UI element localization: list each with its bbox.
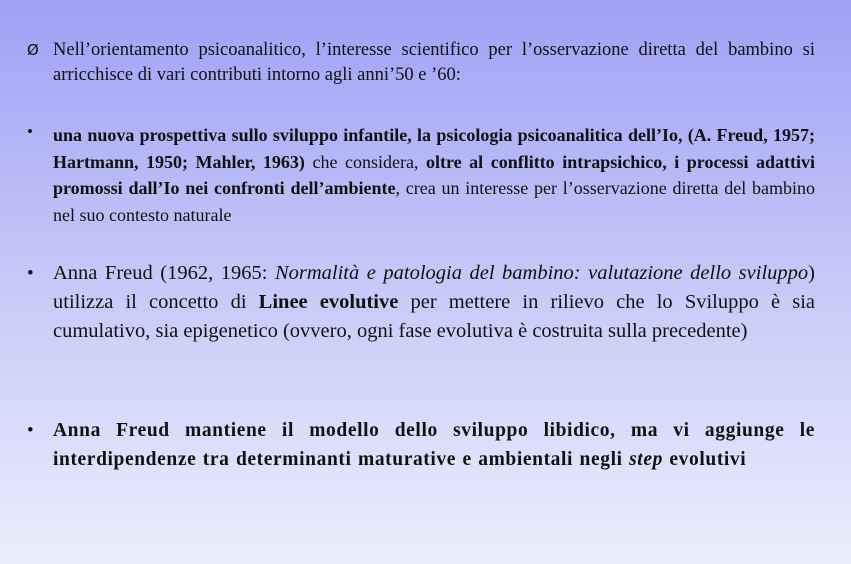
text-segment: che considera, <box>304 151 426 172</box>
bullet-text <box>53 122 815 228</box>
text-segment: Nell’orientamento psicoanalitico, l’interesse scientifico per l’osservazione diretta del bambino si arricchisce di vari contributi intorno agli anni’50 e ’60: <box>53 40 815 85</box>
text-segment: una nuova prospettiva sullo sviluppo infantile, la psicologia psicoanalitica dell’Io, (A. Freud, 1957; Hartmann, 1950; Mahler, 1963) <box>53 125 815 172</box>
bullet-dot-icon: • <box>27 420 34 441</box>
bullet-text <box>53 259 815 346</box>
text-segment: , crea un interesse per l’osservazione diretta del bambino nel suo contesto naturale <box>53 178 815 225</box>
bullet-dot-icon: • <box>27 263 34 284</box>
text-segment: Normalità e patologia del bambino: valutazione dello sviluppo <box>274 262 809 284</box>
text-segment: step <box>629 449 663 470</box>
bullet-text <box>53 416 815 474</box>
text-segment: Anna Freud mantiene il modello dello sviluppo libidico, ma vi aggiunge le interdipendenze tra determinanti maturative e ambientali negli <box>53 420 815 470</box>
text-segment: evolutivi <box>662 449 747 470</box>
bullet-text <box>53 38 815 88</box>
text-segment: Linee evolutive <box>258 291 399 313</box>
text-segment: Anna Freud (1962, 1965: <box>53 262 275 284</box>
text-segment: ) utilizza il concetto di <box>53 262 815 313</box>
bullet-dot-icon: • <box>27 122 33 141</box>
arrow-bullet-icon: Ø <box>27 41 39 59</box>
text-segment: oltre al conflitto intrapsichico, i processi adattivi promossi dall’Io nei confronti dell’ambiente <box>53 151 815 198</box>
text-segment: per mettere in rilievo che lo Sviluppo è sia cumulativo, sia epigenetico (ovvero, ogni fase evolutiva è costruita sulla precedente) <box>53 291 816 342</box>
